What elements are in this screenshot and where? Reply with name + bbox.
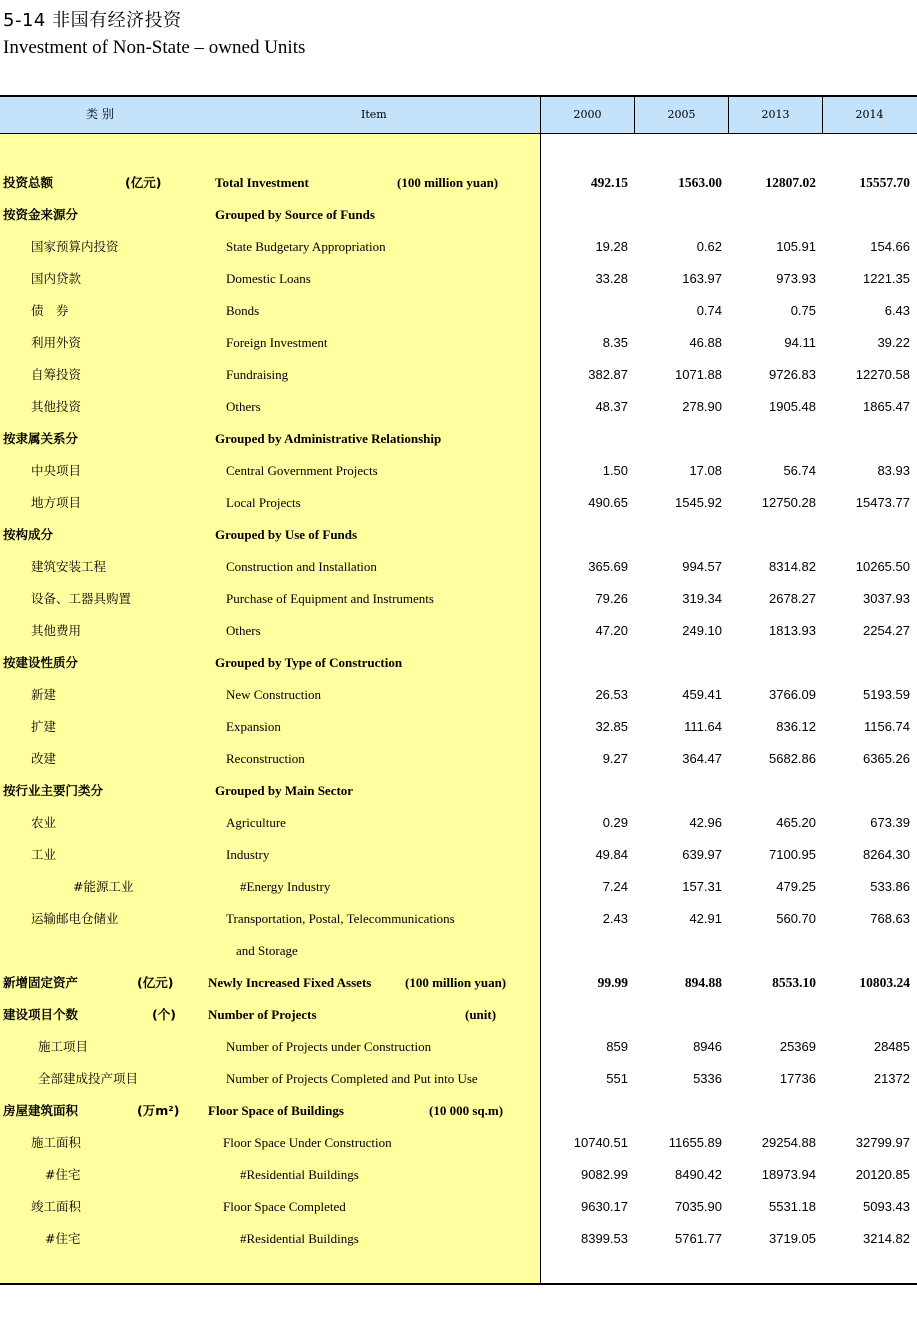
row-label-chinese: 利用外资	[31, 335, 82, 350]
value-cell: 15473.77	[855, 495, 910, 510]
row-label-english: Construction and Installation	[226, 559, 377, 574]
row-label-chinese: 改建	[31, 751, 57, 766]
table-row	[0, 807, 917, 839]
row-label-chinese: 按构成分	[3, 527, 54, 542]
row-label-chinese: 竣工面积	[31, 1199, 82, 1214]
value-cell: 8490.42	[675, 1167, 722, 1182]
value-cell: 21372	[873, 1071, 910, 1086]
value-cell: 0.62	[696, 239, 722, 254]
value-cell: 20120.85	[855, 1167, 910, 1182]
table-row	[0, 551, 917, 583]
row-label-chinese: 地方项目	[31, 495, 82, 510]
row-label-english: Local Projects	[226, 495, 301, 510]
value-cell: 6.43	[884, 303, 910, 318]
value-cell: 26.53	[595, 687, 628, 702]
table-row	[0, 391, 917, 423]
value-cell: 5193.59	[863, 687, 910, 702]
row-label-english: Bonds	[226, 303, 260, 318]
value-cell: 1865.47	[863, 399, 910, 414]
value-cell: 163.97	[682, 271, 722, 286]
value-cell: 10265.50	[855, 559, 910, 574]
row-label-chinese: 农业	[31, 815, 57, 830]
value-cell: 2.43	[602, 911, 628, 926]
value-cell: 32799.97	[855, 1135, 910, 1150]
value-cell: 560.70	[776, 911, 816, 926]
value-cell: 8.35	[602, 335, 628, 350]
row-unit-english: (10 000 sq.m)	[429, 1103, 504, 1118]
table-row	[0, 199, 917, 231]
value-cell: 9630.17	[581, 1199, 628, 1214]
table-row	[0, 1127, 917, 1159]
value-cell: 105.91	[776, 239, 816, 254]
row-label-english: Floor Space Under Construction	[223, 1135, 392, 1150]
table-row	[0, 1031, 917, 1063]
value-cell: 1813.93	[769, 623, 816, 638]
table-row	[0, 1063, 917, 1095]
row-label-chinese: #住宅	[45, 1167, 81, 1182]
row-label-english: Domestic Loans	[226, 271, 311, 286]
row-label-english: Grouped by Type of Construction	[215, 655, 403, 670]
row-label-english: Number of Projects	[208, 1007, 317, 1022]
value-cell: 111.64	[684, 719, 722, 734]
table-row	[0, 903, 917, 935]
table-row	[0, 423, 917, 455]
table-row	[0, 775, 917, 807]
row-label-chinese: #能源工业	[73, 879, 134, 894]
table-row	[0, 615, 917, 647]
row-label-chinese: 按资金来源分	[3, 207, 79, 222]
row-unit-english: (unit)	[465, 1007, 497, 1022]
table-row	[0, 871, 917, 903]
table-row	[0, 167, 917, 199]
row-label-english: #Energy Industry	[240, 879, 331, 894]
row-label-chinese: 自筹投资	[31, 367, 82, 382]
row-label-chinese: 新建	[31, 687, 57, 702]
table-row	[0, 327, 917, 359]
table-row	[0, 999, 917, 1031]
value-cell: 9082.99	[581, 1167, 628, 1182]
row-label-english: Foreign Investment	[226, 335, 328, 350]
value-cell: 19.28	[595, 239, 628, 254]
row-label-chinese: 国家预算内投资	[31, 239, 119, 254]
value-cell: 47.20	[595, 623, 628, 638]
value-cell: 249.10	[682, 623, 722, 638]
value-cell: 1221.35	[863, 271, 910, 286]
table-row	[0, 263, 917, 295]
value-cell: 9726.83	[769, 367, 816, 382]
row-label-english: Fundraising	[226, 367, 289, 382]
value-cell: 1563.00	[678, 175, 722, 190]
value-cell: 8946	[693, 1039, 722, 1054]
table-row	[0, 1223, 917, 1255]
value-cell: 33.28	[595, 271, 628, 286]
value-cell: 382.87	[588, 367, 628, 382]
value-cell: 15557.70	[859, 175, 910, 190]
value-cell: 5682.86	[769, 751, 816, 766]
value-cell: 5531.18	[769, 1199, 816, 1214]
value-cell: 3214.82	[863, 1231, 910, 1246]
value-cell: 5093.43	[863, 1199, 910, 1214]
table-row	[0, 1191, 917, 1223]
value-cell: 7.24	[602, 879, 628, 894]
table-row	[0, 743, 917, 775]
value-cell: 459.41	[682, 687, 722, 702]
value-cell: 479.25	[776, 879, 816, 894]
value-cell: 673.39	[870, 815, 910, 830]
value-cell: 10803.24	[859, 975, 910, 990]
table-row	[0, 1159, 917, 1191]
value-cell: 859	[606, 1039, 628, 1054]
value-cell: 639.97	[682, 847, 722, 862]
value-cell: 1545.92	[675, 495, 722, 510]
row-label-chinese: 中央项目	[31, 463, 82, 478]
header-year: 2014	[855, 108, 884, 121]
value-cell: 973.93	[776, 271, 816, 286]
row-label-english: Grouped by Use of Funds	[215, 527, 358, 542]
row-label-english: #Residential Buildings	[240, 1167, 359, 1182]
table-row	[0, 295, 917, 327]
value-cell: 1905.48	[769, 399, 816, 414]
row-unit-chinese: (万m²)	[137, 1103, 180, 1118]
row-label-english: and Storage	[236, 943, 298, 958]
value-cell: 1156.74	[863, 719, 910, 734]
value-cell: 5336	[693, 1071, 722, 1086]
value-cell: 836.12	[776, 719, 816, 734]
row-label-english: Others	[226, 623, 261, 638]
header-rule	[0, 133, 917, 134]
table-row	[0, 231, 917, 263]
value-cell: 894.88	[684, 975, 722, 990]
row-label-chinese: 新增固定资产	[3, 975, 79, 990]
row-label-english: Grouped by Source of Funds	[215, 207, 375, 222]
value-cell: 157.31	[682, 879, 722, 894]
row-label-chinese: 施工项目	[38, 1039, 89, 1054]
row-label-chinese: 建设项目个数	[3, 1007, 79, 1022]
value-cell: 11655.89	[668, 1135, 722, 1150]
value-cell: 12750.28	[761, 495, 816, 510]
header-item: Item	[361, 108, 387, 121]
value-cell: 83.93	[877, 463, 910, 478]
value-cell: 39.22	[877, 335, 910, 350]
table-row	[0, 839, 917, 871]
row-label-english: Grouped by Administrative Relationship	[215, 431, 442, 446]
value-cell: 551	[606, 1071, 628, 1086]
value-cell: 319.34	[682, 591, 722, 606]
value-cell: 9.27	[602, 751, 628, 766]
row-label-english: Grouped by Main Sector	[215, 783, 354, 798]
value-cell: 994.57	[682, 559, 722, 574]
row-unit-chinese: (亿元)	[125, 175, 162, 190]
value-cell: 8264.30	[863, 847, 910, 862]
table-row	[0, 1095, 917, 1127]
table-row	[0, 647, 917, 679]
row-label-chinese: 其他费用	[31, 623, 82, 638]
row-label-chinese: 扩建	[31, 719, 57, 734]
value-cell: 42.91	[689, 911, 722, 926]
value-cell: 2678.27	[769, 591, 816, 606]
table-row	[0, 583, 917, 615]
value-cell: 12807.02	[765, 175, 816, 190]
row-label-english: Floor Space Completed	[223, 1199, 346, 1214]
header-year: 2013	[761, 108, 790, 121]
statistics-table	[0, 95, 917, 1285]
value-cell: 492.15	[590, 175, 628, 190]
table-row	[0, 679, 917, 711]
value-cell: 17736	[779, 1071, 816, 1086]
header-year: 2005	[667, 108, 696, 121]
row-label-chinese: 其他投资	[31, 399, 82, 414]
row-unit-english: (100 million yuan)	[405, 975, 507, 990]
value-cell: 533.86	[870, 879, 910, 894]
row-label-english: Transportation, Postal, Telecommunications	[226, 911, 455, 926]
row-label-chinese: 全部建成投产项目	[38, 1071, 139, 1086]
table-row	[0, 487, 917, 519]
row-unit-chinese: (个)	[152, 1007, 176, 1022]
table-row	[0, 519, 917, 551]
row-label-english: Floor Space of Buildings	[208, 1103, 344, 1118]
row-label-english: Number of Projects under Construction	[226, 1039, 432, 1054]
table-row	[0, 935, 917, 967]
header-bg-item	[0, 97, 540, 133]
row-label-chinese: 设备、工器具购置	[31, 591, 132, 606]
value-cell: 154.66	[870, 239, 910, 254]
row-label-english: Number of Projects Completed and Put into Use	[226, 1071, 478, 1086]
value-cell: 278.90	[682, 399, 722, 414]
row-label-english: New Construction	[226, 687, 321, 702]
value-cell: 94.11	[784, 335, 816, 350]
value-cell: 0.75	[790, 303, 816, 318]
value-cell: 29254.88	[761, 1135, 816, 1150]
value-cell: 1.50	[602, 463, 628, 478]
value-cell: 465.20	[776, 815, 816, 830]
row-label-english: #Residential Buildings	[240, 1231, 359, 1246]
row-label-chinese: 国内贷款	[31, 271, 82, 286]
header-category: 类 别	[86, 107, 114, 121]
row-label-chinese: 按行业主要门类分	[3, 783, 104, 798]
value-cell: 56.74	[783, 463, 816, 478]
table-top-rule	[0, 95, 917, 97]
value-cell: 7100.95	[769, 847, 816, 862]
value-cell: 3037.93	[863, 591, 910, 606]
row-label-chinese: 工业	[31, 847, 57, 862]
row-label-english: Total Investment	[215, 175, 309, 190]
value-cell: 10740.51	[573, 1135, 628, 1150]
row-label-chinese: 投资总额	[3, 175, 54, 190]
row-label-english: Purchase of Equipment and Instruments	[226, 591, 434, 606]
row-label-english: State Budgetary Appropriation	[226, 239, 386, 254]
value-cell: 0.29	[602, 815, 628, 830]
value-cell: 48.37	[595, 399, 628, 414]
row-unit-english: (100 million yuan)	[397, 175, 499, 190]
value-cell: 28485	[873, 1039, 910, 1054]
value-cell: 12270.58	[855, 367, 910, 382]
value-cell: 2254.27	[863, 623, 910, 638]
value-cell: 365.69	[588, 559, 628, 574]
table-row	[0, 967, 917, 999]
row-label-chinese: 房屋建筑面积	[3, 1103, 79, 1118]
row-label-english: Expansion	[226, 719, 281, 734]
value-cell: 79.26	[595, 591, 628, 606]
table-bottom-rule	[0, 1283, 917, 1285]
value-cell: 8314.82	[769, 559, 816, 574]
value-cell: 768.63	[870, 911, 910, 926]
row-label-english: Newly Increased Fixed Assets	[208, 975, 372, 990]
value-cell: 3766.09	[769, 687, 816, 702]
value-cell: 18973.94	[761, 1167, 816, 1182]
header-year: 2000	[573, 108, 602, 121]
value-cell: 3719.05	[769, 1231, 816, 1246]
value-cell: 364.47	[682, 751, 722, 766]
value-cell: 99.99	[597, 975, 628, 990]
value-cell: 490.65	[588, 495, 628, 510]
row-label-chinese: #住宅	[45, 1231, 81, 1246]
value-cell: 32.85	[595, 719, 628, 734]
row-label-chinese: 按建设性质分	[3, 655, 79, 670]
title-chinese: 5-14 非国有经济投资	[3, 10, 182, 31]
value-cell: 8553.10	[772, 975, 816, 990]
title-english: Investment of Non-State – owned Units	[3, 37, 306, 58]
value-cell: 42.96	[689, 815, 722, 830]
value-cell: 1071.88	[675, 367, 722, 382]
value-cell: 46.88	[689, 335, 722, 350]
row-label-english: Industry	[226, 847, 270, 862]
row-label-english: Others	[226, 399, 261, 414]
table-row	[0, 359, 917, 391]
row-label-english: Reconstruction	[226, 751, 305, 766]
value-cell: 17.08	[689, 463, 722, 478]
value-cell: 0.74	[696, 303, 722, 318]
row-label-chinese: 按隶属关系分	[3, 431, 79, 446]
row-label-chinese: 建筑安装工程	[31, 559, 107, 574]
value-cell: 8399.53	[581, 1231, 628, 1246]
row-label-english: Agriculture	[226, 815, 286, 830]
table-row	[0, 711, 917, 743]
table-row	[0, 455, 917, 487]
row-unit-chinese: (亿元)	[137, 975, 174, 990]
value-cell: 5761.77	[675, 1231, 722, 1246]
row-label-chinese: 施工面积	[31, 1135, 82, 1150]
row-label-chinese: 运输邮电仓储业	[31, 911, 119, 926]
row-label-english: Central Government Projects	[226, 463, 378, 478]
value-cell: 7035.90	[675, 1199, 722, 1214]
value-cell: 25369	[779, 1039, 816, 1054]
value-cell: 6365.26	[863, 751, 910, 766]
value-cell: 49.84	[595, 847, 628, 862]
row-label-chinese: 债 券	[31, 303, 69, 318]
